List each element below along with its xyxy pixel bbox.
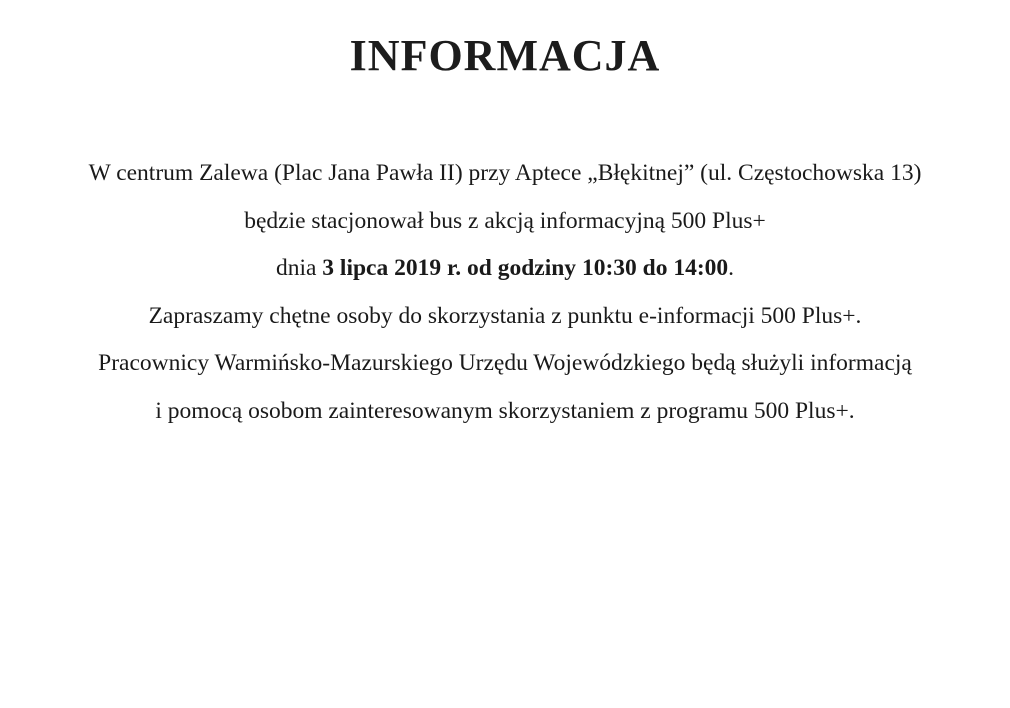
time-from: 10:30: [581, 255, 637, 281]
time-prefix: od godziny: [461, 255, 582, 281]
announcement-line-invitation: Zapraszamy chętne osoby do skorzystania z punktu e-informacji 500 Plus+.: [148, 302, 862, 329]
date-prefix: dnia: [275, 255, 323, 281]
announcement-line-staff: Pracownicy Warmińsko-Mazurskiego Urzędu Wojewódzkiego będą służyli informacją: [98, 350, 912, 376]
event-date: 3 lipca 2019 r.: [322, 255, 462, 281]
time-to: 14:00: [673, 255, 729, 281]
announcement-line-bus: będzie stacjonował bus z akcją informacyjną 500 Plus+: [244, 207, 766, 234]
document-title: INFORMACJA: [349, 31, 661, 80]
announcement-body: [0, 150, 1010, 435]
announcement-line-datetime: [0, 245, 1010, 293]
announcement-line-location: W centrum Zalewa (Plac Jana Pawła II) przy Aptece „Błękitnej” (ul. Częstochowska 13): [88, 160, 922, 186]
datetime-suffix: .: [728, 255, 735, 281]
time-separator: do: [636, 255, 674, 281]
announcement-line-help: i pomocą osobom zainteresowanym skorzystaniem z programu 500 Plus+.: [155, 397, 855, 424]
